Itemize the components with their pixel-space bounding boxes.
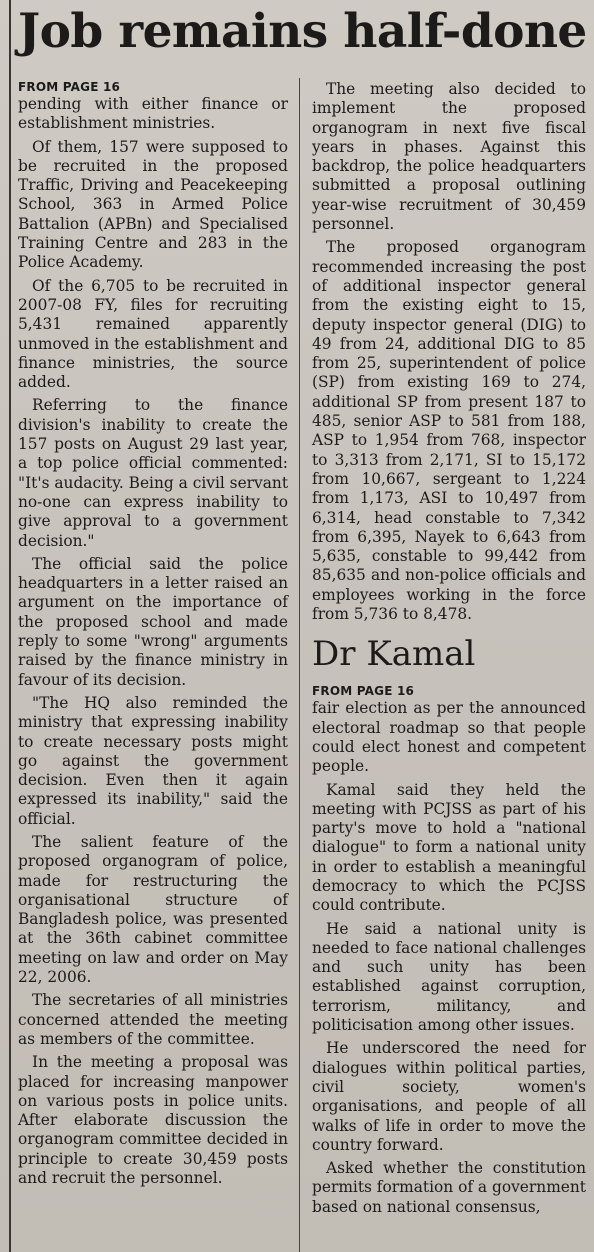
article-paragraph: The meeting also decided to implement the proposed organogram in next five fiscal years in phases. Against this backdrop, the police headquarters submitted a proposal outlining year-wise recruitment of 30,459 personnel.: [312, 80, 586, 234]
article-paragraph: The salient feature of the proposed organogram of police, made for restructuring the organisational structure of Bangladesh police, was presented at the 36th cabinet committee meeting on law and order on May 22, 2006.: [18, 832, 288, 987]
from-page-label: FROM PAGE 16: [18, 80, 121, 94]
subheadline: Dr Kamal: [312, 634, 476, 675]
column-divider: [299, 78, 300, 1252]
article-paragraph: Kamal said they held the meeting with PCJSS as part of his party's move to hold a "national dialogue" to form a national unity in order to establish a meaningful democracy to which the PCJSS could contribute.: [312, 780, 586, 915]
article-paragraph: "The HQ also reminded the ministry that expressing inability to create necessary posts might go against the government decision. Even then it again expressed its inability," said the official.: [18, 693, 288, 828]
article-paragraph: The official said the police headquarters in a letter raised an argument on the importance of the proposed school and made reply to some "wrong" arguments raised by the finance ministry in favour of its decision.: [18, 554, 288, 689]
article-paragraph: He underscored the need for dialogues within political parties, civil society, women's organisations, and people of all walks of life in order to move the country forward.: [312, 1039, 586, 1154]
right-column: [312, 80, 586, 1221]
article-paragraph: In the meeting a proposal was placed for increasing manpower on various posts in police units. After elaborate discussion the organogram committee decided in principle to create 30,459 posts and recruit the personnel.: [18, 1053, 288, 1188]
article-paragraph: Of the 6,705 to be recruited in 2007-08 FY, files for recruiting 5,431 remained apparently unmoved in the establishment and finance ministries, the source added.: [18, 276, 288, 392]
left-column: [18, 80, 288, 1192]
article-paragraph: fair election as per the announced electoral roadmap so that people could elect honest and competent people.: [312, 699, 586, 776]
article-paragraph: He said a national unity is needed to face national challenges and such unity has been established against corruption, terrorism, militancy, and politicisation among other issues.: [312, 919, 586, 1035]
headline: Job remains half-done: [18, 4, 587, 59]
article-paragraph: The secretaries of all ministries concerned attended the meeting as members of the committee.: [18, 991, 288, 1048]
from-page-label: FROM PAGE 16: [312, 684, 415, 699]
article-paragraph: pending with either finance or establishment ministries.: [18, 95, 288, 133]
article-paragraph: The proposed organogram recommended increasing the post of additional inspector general from the existing eight to 15, deputy inspector general (DIG) to 49 from 24, additional DIG to 85 from 25, superintendent of police (SP) from existing 169 to 274, additional SP from present 187 to 485, senior ASP to 581 from 188, ASP to 1,954 from 768, inspector to 3,313 from 2,171, SI to 15,172 from 10,667, sergeant to 1,224 from 1,173, ASI to 10,497 from 6,314, head constable to 7,342 from 6,395, Nayek to 6,643 from 5,635, constable to 99,442 from 85,635 and non-police officials and employees working in the force from 5,736 to 8,478.: [312, 238, 586, 624]
article-paragraph: Asked whether the constitution permits formation of a government based on national consensus,: [312, 1159, 586, 1216]
article-paragraph: Referring to the finance division's inability to create the 157 posts on August 29 last year, a top police official commented: "It's audacity. Being a civil servant no-one can express inability to give approval to a government decision.": [18, 396, 289, 550]
article-paragraph: Of them, 157 were supposed to be recruited in the proposed Traffic, Driving and Peacekeeping School, 363 in Armed Police Battalion (APBn) and Specialised Training Centre and 283 in the Police Academy.: [18, 137, 288, 272]
left-column-rule: [9, 0, 11, 1252]
